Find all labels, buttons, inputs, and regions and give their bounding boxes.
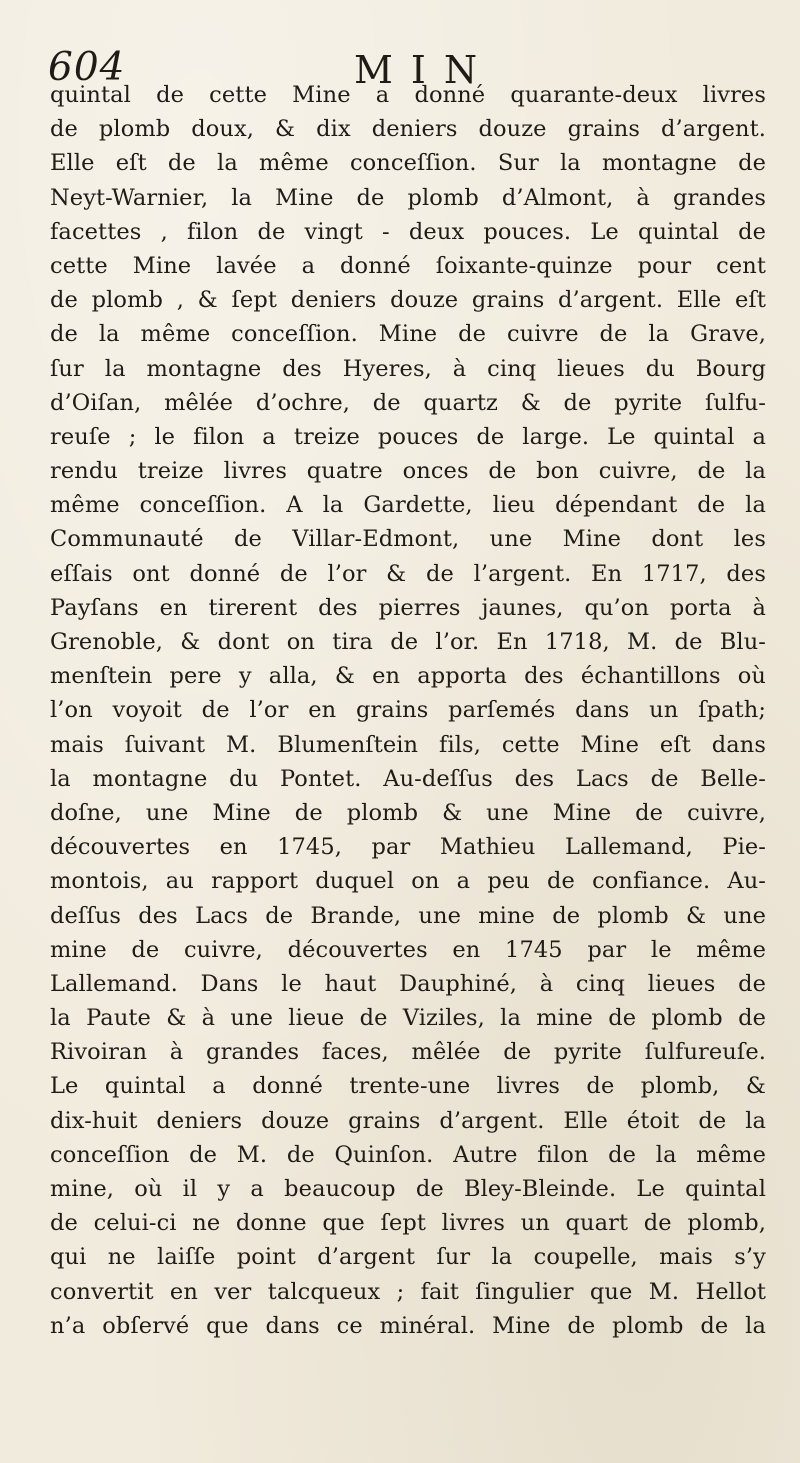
text-line: la Paute & à une lieue de Viziles, la mine de plomb de bbox=[50, 1005, 766, 1032]
text-line: mine de cuivre, découvertes en 1745 par le même bbox=[50, 936, 766, 963]
text-line: qui ne laiſſe point d’argent ſur la coupelle, mais s’y bbox=[50, 1244, 766, 1271]
text-line: de celui-ci ne donne que ſept livres un quart de plomb, bbox=[50, 1210, 766, 1237]
text-line: Elle eſt de la même conceſſion. Sur la montagne de bbox=[50, 150, 766, 177]
text-line: conceſſion de M. de Quinſon. Autre filon de la même bbox=[50, 1141, 766, 1168]
text-line: Payſans en tirerent des pierres jaunes, qu’on porta à bbox=[50, 594, 766, 621]
text-line: Rivoiran à grandes faces, mêlée de pyrite ſulfureuſe. bbox=[50, 1039, 766, 1066]
text-line: Le quintal a donné trente-une livres de plomb, & bbox=[50, 1073, 766, 1100]
text-line: facettes , filon de vingt - deux pouces. Le quintal de bbox=[50, 218, 766, 245]
text-line: de plomb , & ſept deniers douze grains d’argent. Elle eſt bbox=[50, 287, 766, 314]
text-line: mais ſuivant M. Blumenſtein fils, cette Mine eſt dans bbox=[50, 731, 766, 758]
text-line: reuſe ; le filon a treize pouces de large. Le quintal a bbox=[50, 423, 766, 450]
text-line: de la même conceſſion. Mine de cuivre de la Grave, bbox=[50, 321, 766, 348]
text-line: eſſais ont donné de l’or & de l’argent. En 1717, des bbox=[50, 560, 766, 587]
text-line: Neyt-Warnier, la Mine de plomb d’Almont, à grandes bbox=[50, 184, 766, 211]
text-line: montois, au rapport duquel on a peu de confiance. Au- bbox=[50, 868, 766, 895]
text-line: n’a obſervé que dans ce minéral. Mine de plomb de la bbox=[50, 1312, 766, 1339]
text-line: rendu treize livres quatre onces de bon cuivre, de la bbox=[50, 458, 766, 485]
running-head: MIN bbox=[354, 48, 496, 92]
text-line: ſur la montagne des Hyeres, à cinq lieues du Bourg bbox=[50, 355, 766, 382]
text-line: quintal de cette Mine a donné quarante-deux livres bbox=[50, 82, 766, 108]
text-line: Lallemand. Dans le haut Dauphiné, à cinq lieues de bbox=[50, 970, 766, 997]
text-line: Communauté de Villar-Edmont, une Mine dont les bbox=[50, 526, 766, 553]
body-text bbox=[50, 78, 766, 1343]
text-line: doſne, une Mine de plomb & une Mine de cuivre, bbox=[50, 799, 766, 826]
text-line: Grenoble, & dont on tira de l’or. En 1718, M. de Blu- bbox=[50, 629, 766, 655]
text-line: dix-huit deniers douze grains d’argent. Elle étoit de la bbox=[50, 1107, 766, 1134]
text-line: même conceſſion. A la Gardette, lieu dépendant de la bbox=[50, 492, 766, 519]
page-number: 604 bbox=[48, 45, 126, 90]
text-line: découvertes en 1745, par Mathieu Lallemand, Pie- bbox=[50, 834, 766, 861]
text-line: deſſus des Lacs de Brande, une mine de plomb & une bbox=[50, 902, 766, 929]
text-line: l’on voyoit de l’or en grains parſemés dans un ſpath; bbox=[50, 697, 766, 724]
text-line: convertit en ver talcqueux ; fait ſingulier que M. Hellot bbox=[50, 1278, 766, 1305]
text-line: mine, où il y a beaucoup de Bley-Bleinde. Le quintal bbox=[50, 1176, 766, 1202]
text-line: menſtein pere y alla, & en apporta des échantillons où bbox=[50, 663, 766, 690]
text-line: de plomb doux, & dix deniers douze grains d’argent. bbox=[50, 116, 766, 143]
text-line: cette Mine lavée a donné ſoixante-quinze pour cent bbox=[50, 252, 766, 279]
text-line: d’Oiſan, mêlée d’ochre, de quartz & de pyrite ſulfu- bbox=[50, 389, 766, 416]
text-line: la montagne du Pontet. Au-deſſus des Lacs de Belle- bbox=[50, 765, 766, 792]
